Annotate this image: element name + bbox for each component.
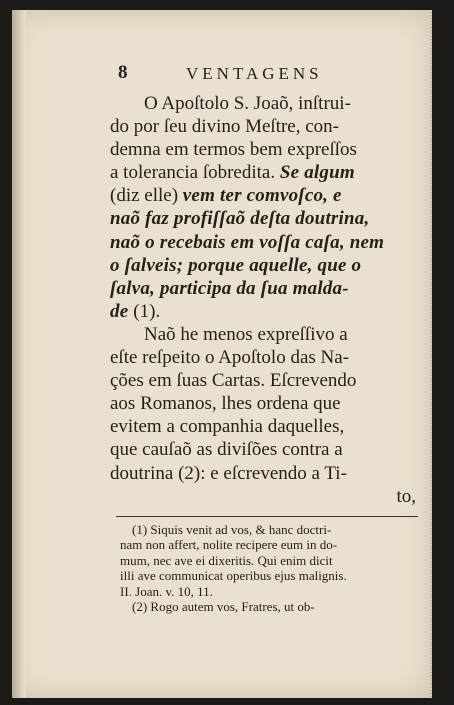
page-number: 8 (118, 62, 128, 83)
body-line: ſalva, participa da ſua malda- (110, 277, 349, 299)
body-line: que cauſaõ as diviſões contra a (110, 439, 343, 461)
body-line: eſte reſpeito o Apoſtolo das Na- (110, 347, 350, 369)
body-line-italic: de (110, 300, 134, 322)
body-line: naõ o recebais em voſſa caſa, nem (110, 231, 385, 253)
body-line: naõ faz profiſſaõ deſta doutrina, (110, 208, 370, 230)
body-line: demna em termos bem expreſſos (110, 139, 357, 161)
book-page (12, 10, 432, 698)
body-line: o ſalveis; porque aquelle, que o (110, 254, 362, 276)
page-edge (430, 10, 432, 698)
body-line: aos Romanos, lhes ordena que (110, 393, 341, 415)
footnote-line: II. Joan. v. 10, 11. (120, 583, 213, 599)
body-line (110, 161, 416, 184)
body-line: evitem a companhia daquelles, (110, 416, 345, 438)
body-line: do por ſeu divino Meſtre, con- (110, 116, 340, 138)
body-line: doutrina (2): e eſcrevendo a Ti- (110, 462, 347, 484)
page-gutter (12, 10, 26, 698)
footnote-line: (2) Rogo autem vos, Fratres, ut ob- (132, 598, 315, 614)
body-line (110, 300, 416, 323)
footnote-line: illi ave communicat operibus ejus malignis. (120, 568, 347, 584)
body-line-roman: a tolerancia ſobredita. (110, 162, 280, 184)
footnote-line: nam non affert, nolite recipere eum in do- (120, 537, 338, 553)
running-head (118, 62, 408, 86)
catchword-line: to, (396, 485, 416, 507)
footnote-line: (1) Siquis venit ad vos, & hanc doctri- (132, 522, 332, 537)
footnote-reference: (1). (133, 300, 161, 322)
footnotes (120, 522, 424, 614)
body-line-italic: vem ter comvoſco, e (182, 185, 342, 207)
body-line-italic: Se algum (279, 162, 355, 184)
main-text (110, 92, 416, 508)
footnote-line: mum, nec ave ei dixeritis. Qui enim dicit (120, 552, 333, 568)
body-line-roman: (diz elle) (110, 185, 183, 207)
body-line: ções em ſuas Cartas. Eſcrevendo (110, 370, 357, 392)
body-line (110, 184, 416, 207)
running-title: VENTAGENS (186, 64, 323, 83)
body-line: O Apoſtolo S. Joaõ, inſtrui- (144, 93, 351, 114)
body-line: Naõ he menos expreſſivo a (144, 323, 348, 345)
footnote-rule (116, 516, 418, 517)
